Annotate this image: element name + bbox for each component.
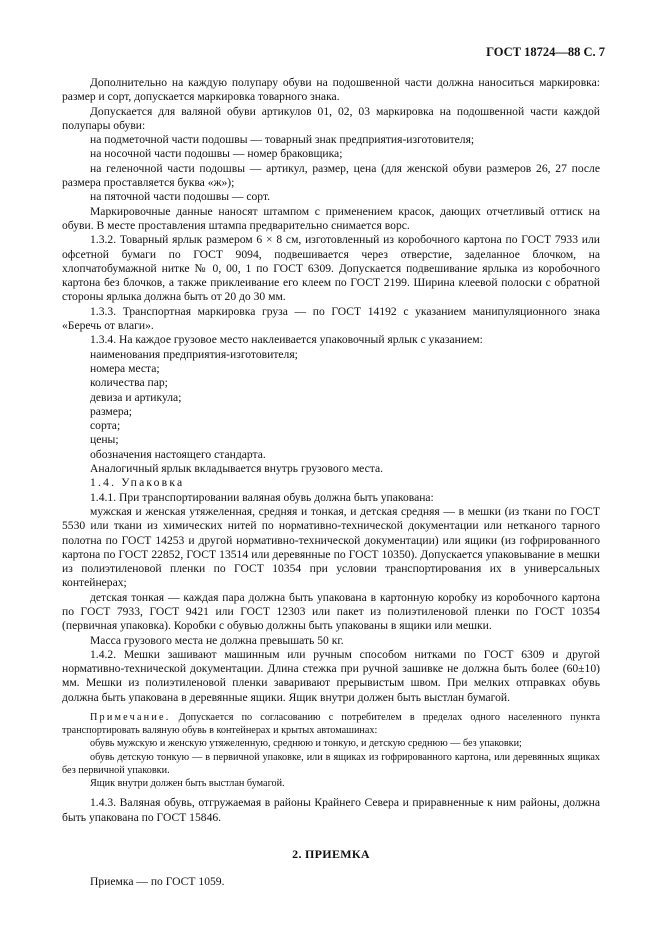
subsection-heading: 1.4. Упаковка (90, 476, 185, 490)
note-label: Примечание. (90, 712, 171, 724)
paragraph: на пяточной части подошвы — сорт. (90, 190, 271, 204)
list-item: наименования предприятия-изготовителя; (90, 347, 298, 361)
paragraph: на геленочной части подошвы — артикул, размер, цена (для женской обуви размеров 26, 27 после размера проставляется буква «ж»); (62, 161, 600, 190)
paragraph: Допускается для валяной обуви артикулов 01, 02, 03 маркировка на подошвенной части каждой полупары обуви: (62, 104, 600, 132)
clause-1-4-1: 1.4.1. При транспортировании валяная обувь должна быть упакована: (90, 490, 434, 504)
section-title: 2. ПРИЕМКА (292, 846, 370, 861)
list-item: обозначения настоящего стандарта. (90, 447, 266, 461)
paragraph: мужская и женская утяжеленная, средняя и тонкая, и детская средняя — в мешки (из ткани по ГОСТ 5530 или ткани из химических нитей по нормативно-технической документации или нетканого тарного полотна по ГОСТ 14253 и другой нормативно-технической документации) или ящики (из гофрированного картона по ГОСТ 22852, ГОСТ 13514 или деревянные по ГОСТ 10350). Допускается упаковывание в мешки из полиэтиленовой пленки по ГОСТ 10354 при условии транспортирования их в универсальных контейнерах; (62, 504, 600, 590)
list-item: девиза и артикула; (90, 390, 182, 404)
paragraph: Приемка — по ГОСТ 1059. (90, 875, 225, 889)
clause-1-3-3: 1.3.3. Транспортная маркировка груза — по ГОСТ 14192 с указанием манипуляционного знака «Беречь от влаги». (62, 304, 600, 333)
clause-1-4-2: 1.4.2. Мешки зашивают машинным или ручным способом нитками по ГОСТ 6309 и другой нормативно-технической документации. Длина стежка при ручной зашивке не должна быть более (60±10) мм. Мешки из полиэтиленовой пленки заваривают прерывистым швом. При мелких отправках обувь должна быть упакована в деревянные ящики. Ящик внутри должен быть выстлан бумагой. (62, 647, 600, 704)
paragraph: на подметочной части подошвы — товарный знак предприятия-изготовителя; (90, 133, 475, 147)
note-text: Допускается по согласованию с потребителем в пределах одного населенного пункта транспортировать валяную обувь в контейнерах и крытых автомашинах: (62, 712, 600, 737)
list-item: количества пар; (90, 376, 168, 390)
list-item: сорта; (90, 419, 121, 433)
document-body (62, 76, 600, 889)
note-item: обувь детскую тонкую — в первичной упаковке, или в ящиках из гофрированного картона, или деревянных ящиках без первичной упаковки. (62, 751, 600, 776)
list-item: номера места; (90, 361, 160, 375)
paragraph: Масса грузового места не должна превышать 50 кг. (90, 633, 344, 647)
running-header: ГОСТ 18724—88 С. 7 (486, 45, 605, 59)
note-paragraph (62, 711, 600, 737)
paragraph: детская тонкая — каждая пара должна быть упакована в картонную коробку из коробочного картона по ГОСТ 7933, ГОСТ 9421 или ГОСТ 12303 или пакет из полиэтиленовой пленки по ГОСТ 10354 (первичная упаковка). Коробки с обувью должны быть упакованы в ящики или мешки. (62, 590, 600, 633)
note-item: Ящик внутри должен быть выстлан бумагой. (90, 778, 285, 790)
list-item: цены; (90, 433, 119, 447)
paragraph: Аналогичный ярлык вкладывается внутрь грузового места. (90, 462, 383, 476)
clause-1-4-3: 1.4.3. Валяная обувь, отгружаемая в районы Крайнего Севера и приравненные к ним районы, должна быть упакована по ГОСТ 15846. (62, 796, 600, 824)
clause-1-3-2: 1.3.2. Товарный ярлык размером 6 × 8 см, изготовленный из коробочного картона по ГОСТ 7933 или офсетной бумаги по ГОСТ 9094, подвешивается через отверстие, заделанное блочком, на хлопчатобумажной нитке № 0, 00, 1 по ГОСТ 6309. Допускается подвешивание ярлыка из коробочного картона без блочков, а также приклеивание его клеем по ГОСТ 2199. Ширина клеевой полоски с обратной стороны ярлыка должна быть от 20 до 30 мм. (62, 233, 600, 304)
paragraph: на носочной части подошвы — номер браковщика; (90, 147, 343, 161)
paragraph: Дополнительно на каждую полупару обуви на подошвенной части должна наноситься маркировка: размер и сорт, допускается маркировка товарного знака. (62, 76, 600, 104)
note-item: обувь мужскую и женскую утяжеленную, среднюю и тонкую, и детскую среднюю — без упаковки; (90, 738, 522, 750)
list-item: размера; (90, 404, 133, 418)
paragraph: Маркировочные данные наносят штампом с применением красок, дающих отчетливый оттиск на обуви. В месте проставления штампа предварительно снимается ворс. (62, 204, 600, 232)
clause-1-3-4: 1.3.4. На каждое грузовое место наклеивается упаковочный ярлык с указанием: (90, 333, 483, 347)
